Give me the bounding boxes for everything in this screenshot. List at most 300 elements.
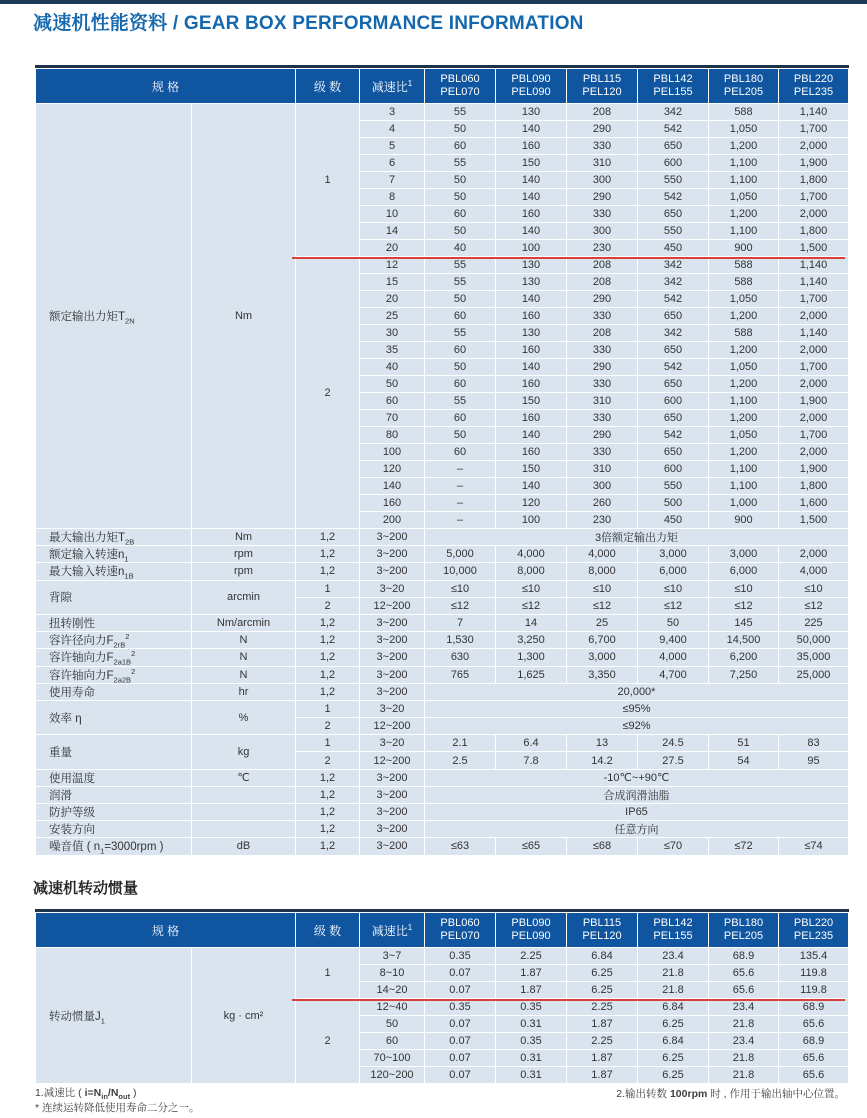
ratio-cell: 3~20 [360,581,424,597]
value-cell: 208 [567,274,637,290]
spec-label: 最大输出力矩$T_{2B}$ [36,529,191,545]
ratio-cell: 35 [360,342,424,358]
value-cell: ≤10 [567,581,637,597]
value-cell: 65.6 [779,1016,848,1032]
value-cell: 1,700 [779,121,848,137]
value-cell: 1,200 [709,410,778,426]
ratio-cell: 3~200 [360,546,424,562]
value-cell: 140 [496,359,566,375]
stage-cell: 1,2 [296,615,359,631]
value-cell: ≤68 [567,838,637,854]
value-cell: 330 [567,376,637,392]
ratio-cell: 20 [360,291,424,307]
value-cell: ≤12 [425,598,495,614]
value-cell: 6,000 [709,563,778,579]
value-cell: 50 [425,172,495,188]
value-cell: 588 [709,325,778,341]
value-cell: 160 [496,138,566,154]
ratio-cell: 12~200 [360,598,424,614]
value-cell: 140 [496,223,566,239]
value-cell: 6.25 [638,1050,708,1066]
value-cell: 55 [425,257,495,273]
stage-cell: 2 [296,718,359,734]
value-cell: ≤10 [709,581,778,597]
ratio-cell: 70 [360,410,424,426]
unit-cell [192,787,295,803]
value-cell: 208 [567,325,637,341]
unit-cell: kg · cm² [192,948,295,1083]
value-cell: 0.31 [496,1050,566,1066]
value-cell: – [425,495,495,511]
unit-cell: rpm [192,563,295,579]
value-cell: 1,800 [779,172,848,188]
value-cell: 588 [709,257,778,273]
value-cell: 1,140 [779,257,848,273]
value-cell: 160 [496,376,566,392]
value-cell: 160 [496,444,566,460]
value-cell: 1.87 [496,965,566,981]
unit-cell: Nm [192,529,295,545]
spec-label: 背隙 [36,581,191,614]
value-cell: 3,000 [638,546,708,562]
stage-cell: 1 [296,104,359,256]
value-cell: 765 [425,667,495,683]
value-cell: 60 [425,308,495,324]
value-cell: 1,625 [496,667,566,683]
value-cell: 145 [709,615,778,631]
value-cell: 2,000 [779,376,848,392]
value-cell: 140 [496,427,566,443]
value-cell: 1,050 [709,427,778,443]
value-cell: 500 [638,495,708,511]
value-cell: 65.6 [709,982,778,998]
value-cell: 1,700 [779,291,848,307]
unit-cell: N [192,649,295,665]
stage-cell: 1,2 [296,632,359,648]
value-cell: 1,600 [779,495,848,511]
value-cell: 50 [425,427,495,443]
spec-label: 额定输出力矩$T_{2N}$ [36,104,191,528]
value-cell: 60 [425,342,495,358]
col-header-model: PBL115 PEL120 [567,913,637,947]
stage-cell: 1,2 [296,787,359,803]
value-cell: 650 [638,138,708,154]
value-cell: ≤74 [779,838,848,854]
ratio-cell: 3~200 [360,821,424,837]
value-cell: 342 [638,325,708,341]
value-cell: 60 [425,206,495,222]
stage-cell: 1,2 [296,821,359,837]
ratio-cell: 120~200 [360,1067,424,1083]
col-header-model: PBL180 PEL205 [709,913,778,947]
col-header-model: PBL220 PEL235 [779,69,848,103]
value-cell: 2,000 [779,138,848,154]
value-cell: 342 [638,104,708,120]
value-cell: 542 [638,121,708,137]
col-header-model: PBL180 PEL205 [709,69,778,103]
spec-label: 额定输入转速$n_1$ [36,546,191,562]
value-cell: 135.4 [779,948,848,964]
spec-label: 重量 [36,735,191,768]
value-cell: 8,000 [496,563,566,579]
unit-cell: arcmin [192,581,295,614]
value-cell: 450 [638,512,708,528]
value-cell: 225 [779,615,848,631]
unit-cell: N [192,667,295,683]
ratio-cell: 3~200 [360,804,424,820]
value-cell: 650 [638,444,708,460]
value-cell: 50 [425,121,495,137]
value-cell: 6.84 [638,999,708,1015]
stage-cell: 1,2 [296,667,359,683]
value-cell: 542 [638,359,708,375]
value-cell: 7,250 [709,667,778,683]
value-cell: 21.8 [638,965,708,981]
col-header-ratio: 减速比$^1$ [360,913,424,947]
value-cell: 23.4 [638,948,708,964]
value-cell: 0.07 [425,1050,495,1066]
value-cell: 310 [567,393,637,409]
value-cell: 140 [496,172,566,188]
ratio-cell: 3~200 [360,667,424,683]
spec-label: 润滑 [36,787,191,803]
value-cell: 3,250 [496,632,566,648]
value-cell: 342 [638,274,708,290]
ratio-cell: 80 [360,427,424,443]
value-cell: 550 [638,478,708,494]
value-cell: 6,700 [567,632,637,648]
ratio-cell: 50 [360,1016,424,1032]
value-cell: 6.84 [567,948,637,964]
stage-cell: 2 [296,999,359,1083]
page-title: 减速机性能资料 / GEAR BOX PERFORMANCE INFORMATION [33,13,584,34]
value-cell: 550 [638,223,708,239]
value-cell: 2,000 [779,342,848,358]
value-cell: 542 [638,291,708,307]
spec-label: 转动惯量$J_1$ [36,948,191,1083]
value-cell: 1,800 [779,223,848,239]
value-cell: 1,200 [709,206,778,222]
value-cell: 6.25 [567,982,637,998]
value-cell: 119.8 [779,982,848,998]
col-header-stages: 级 数 [296,69,359,103]
value-cell: 300 [567,172,637,188]
value-cell: ≤65 [496,838,566,854]
value-cell: 14.2 [567,752,637,768]
value-cell: 1,500 [779,240,848,256]
value-cell: ≤12 [567,598,637,614]
spec-label: 使用温度 [36,770,191,786]
value-cell: 60 [425,376,495,392]
value-cell: 150 [496,393,566,409]
value-cell: 6.25 [567,965,637,981]
value-cell: 50,000 [779,632,848,648]
ratio-cell: 12~200 [360,718,424,734]
ratio-cell: 60 [360,1033,424,1049]
ratio-cell: 3~200 [360,615,424,631]
spec-label: 噪音值 ( $n_1=3000rpm$ ) [36,838,191,854]
value-cell: 6,000 [638,563,708,579]
ratio-cell: 15 [360,274,424,290]
value-cell: 1,200 [709,138,778,154]
value-cell: 23.4 [709,999,778,1015]
value-cell: 21.8 [709,1016,778,1032]
value-cell: 0.35 [425,999,495,1015]
value-cell: 6.84 [638,1033,708,1049]
value-cell: 600 [638,461,708,477]
value-cell: 4,000 [496,546,566,562]
value-cell: 6.4 [496,735,566,751]
footnote-output-speed: 2.输出转数 100rpm 时 , 作用于输出轴中心位置。 [616,1088,845,1100]
value-cell: 25 [567,615,637,631]
stage-cell: 1 [296,581,359,597]
value-cell: 3,000 [709,546,778,562]
value-cell: 900 [709,240,778,256]
stage-cell: 1,2 [296,770,359,786]
value-cell: 550 [638,172,708,188]
ratio-cell: 200 [360,512,424,528]
unit-cell: kg [192,735,295,768]
value-cell: 5,000 [425,546,495,562]
value-cell: 1,100 [709,461,778,477]
value-cell: 300 [567,478,637,494]
value-cell: 1,900 [779,155,848,171]
value-cell: 6,200 [709,649,778,665]
value-cell: 7 [425,615,495,631]
value-cell: 650 [638,308,708,324]
value-cell: 0.35 [496,1033,566,1049]
stage-divider-line-2 [292,999,845,1001]
value-cell: 650 [638,376,708,392]
value-cell: 1,200 [709,342,778,358]
value-cell: 600 [638,155,708,171]
unit-cell: N [192,632,295,648]
col-header-ratio: 减速比$^1$ [360,69,424,103]
inertia-section-title: 减速机转动惯量 [33,880,139,897]
value-cell: 68.9 [779,1033,848,1049]
value-cell: 65.6 [779,1067,848,1083]
stage-cell: 1,2 [296,804,359,820]
value-cell: – [425,461,495,477]
col-header-spec: 规 格 [36,69,295,103]
value-cell: 60 [425,138,495,154]
spec-label: 容许轴向力$F_{2a1B}^2$ [36,649,191,665]
unit-cell [192,821,295,837]
ratio-cell: 5 [360,138,424,154]
page-top-strip [0,0,867,4]
value-cell: 68.9 [709,948,778,964]
stage-cell: 1,2 [296,529,359,545]
value-cell: 330 [567,206,637,222]
value-cell: – [425,512,495,528]
value-cell: 1,500 [779,512,848,528]
value-cell: 2,000 [779,410,848,426]
value-cell: 330 [567,308,637,324]
value-cell: 0.07 [425,1033,495,1049]
value-cell: 1,100 [709,172,778,188]
spec-label: 使用寿命 [36,684,191,700]
value-cell: 330 [567,138,637,154]
value-cell: 65.6 [779,1050,848,1066]
value-cell: 330 [567,410,637,426]
value-cell: 0.35 [425,948,495,964]
unit-cell: % [192,701,295,734]
value-cell: 51 [709,735,778,751]
value-cell: 2,000 [779,546,848,562]
value-cell: ≤12 [496,598,566,614]
ratio-cell: 25 [360,308,424,324]
ratio-cell: 12~40 [360,999,424,1015]
value-cell: 300 [567,223,637,239]
value-cell: 1.87 [496,982,566,998]
ratio-cell: 3~200 [360,684,424,700]
value-cell: 0.31 [496,1067,566,1083]
value-cell: 630 [425,649,495,665]
value-cell: 130 [496,325,566,341]
ratio-cell: 3~20 [360,701,424,717]
col-header-stages: 级 数 [296,913,359,947]
value-cell: 650 [638,206,708,222]
ratio-cell: 12 [360,257,424,273]
value-cell: 14,500 [709,632,778,648]
value-cell: 1,700 [779,189,848,205]
ratio-cell: 40 [360,359,424,375]
ratio-cell: 7 [360,172,424,188]
value-cell: 542 [638,427,708,443]
value-cell: 208 [567,104,637,120]
spec-label: 防护等级 [36,804,191,820]
stage-cell: 2 [296,257,359,528]
value-cell: 2,000 [779,444,848,460]
ratio-cell: 3~200 [360,529,424,545]
value-cell: 14 [496,615,566,631]
value-cell: 0.35 [496,999,566,1015]
value-cell: 10,000 [425,563,495,579]
value-cell: 55 [425,325,495,341]
value-cell: 310 [567,155,637,171]
value-cell: 160 [496,308,566,324]
col-header-model: PBL115 PEL120 [567,69,637,103]
value-cell: 3,000 [567,649,637,665]
value-cell: 6.25 [638,1016,708,1032]
value-cell: 50 [638,615,708,631]
value-cell: 140 [496,478,566,494]
value-cell: 2.25 [567,1033,637,1049]
stage-cell: 1 [296,701,359,717]
value-cell: 50 [425,291,495,307]
span-value-cell: ≤95% [425,701,848,717]
ratio-cell: 120 [360,461,424,477]
value-cell: 35,000 [779,649,848,665]
value-cell: 54 [709,752,778,768]
value-cell: 50 [425,189,495,205]
stage-cell: 1 [296,948,359,998]
stage-cell: 1,2 [296,838,359,854]
value-cell: 2,000 [779,308,848,324]
ratio-cell: 8~10 [360,965,424,981]
value-cell: 0.07 [425,965,495,981]
stage-cell: 2 [296,752,359,768]
ratio-cell: 8 [360,189,424,205]
value-cell: 4,000 [638,649,708,665]
value-cell: 1,900 [779,393,848,409]
value-cell: 9,400 [638,632,708,648]
value-cell: 1,050 [709,291,778,307]
value-cell: 55 [425,274,495,290]
value-cell: 588 [709,274,778,290]
footnote-continuous-operation: * 连续运转降低使用寿命二分之一。 [35,1102,200,1114]
inertia-table [35,909,849,1084]
value-cell: ≤10 [638,581,708,597]
col-header-model: PBL060 PEL070 [425,69,495,103]
span-value-cell: 合成润滑油脂 [425,787,848,803]
value-cell: 1,800 [779,478,848,494]
ratio-cell: 3~7 [360,948,424,964]
value-cell: 1,100 [709,223,778,239]
value-cell: 140 [496,189,566,205]
spec-label: 安装方向 [36,821,191,837]
value-cell: ≤72 [709,838,778,854]
value-cell: 0.07 [425,1067,495,1083]
ratio-cell: 3 [360,104,424,120]
value-cell: 0.31 [496,1016,566,1032]
value-cell: 21.8 [638,982,708,998]
value-cell: 50 [425,359,495,375]
ratio-cell: 14 [360,223,424,239]
value-cell: 50 [425,223,495,239]
value-cell: 588 [709,104,778,120]
col-header-model: PBL090 PEL090 [496,913,566,947]
value-cell: 1,140 [779,104,848,120]
stage-cell: 1,2 [296,563,359,579]
value-cell: 4,000 [567,546,637,562]
value-cell: 1,200 [709,308,778,324]
value-cell: 1,000 [709,495,778,511]
value-cell: 1.87 [567,1067,637,1083]
unit-cell: hr [192,684,295,700]
value-cell: 55 [425,155,495,171]
value-cell: 40 [425,240,495,256]
value-cell: 1.87 [567,1050,637,1066]
value-cell: 7.8 [496,752,566,768]
value-cell: ≤12 [709,598,778,614]
value-cell: 330 [567,444,637,460]
span-value-cell: IP65 [425,804,848,820]
value-cell: 0.07 [425,982,495,998]
value-cell: 21.8 [709,1067,778,1083]
spec-label: 容许径向力$F_{2rB}^2$ [36,632,191,648]
value-cell: 1,100 [709,393,778,409]
value-cell: 24.5 [638,735,708,751]
value-cell: 2.1 [425,735,495,751]
stage-cell: 1,2 [296,546,359,562]
value-cell: 2.25 [567,999,637,1015]
col-header-model: PBL142 PEL155 [638,69,708,103]
ratio-cell: 3~200 [360,787,424,803]
value-cell: 230 [567,240,637,256]
value-cell: ≤10 [496,581,566,597]
footnote-ratio: 1.减速比 ( $i=N_{in}/N_{out}$ ) [35,1087,137,1102]
value-cell: 68.9 [779,999,848,1015]
value-cell: 1,050 [709,121,778,137]
value-cell: 1,100 [709,478,778,494]
ratio-cell: 6 [360,155,424,171]
value-cell: 650 [638,342,708,358]
ratio-cell: 4 [360,121,424,137]
value-cell: 290 [567,359,637,375]
value-cell: 450 [638,240,708,256]
stage-cell: 1,2 [296,684,359,700]
